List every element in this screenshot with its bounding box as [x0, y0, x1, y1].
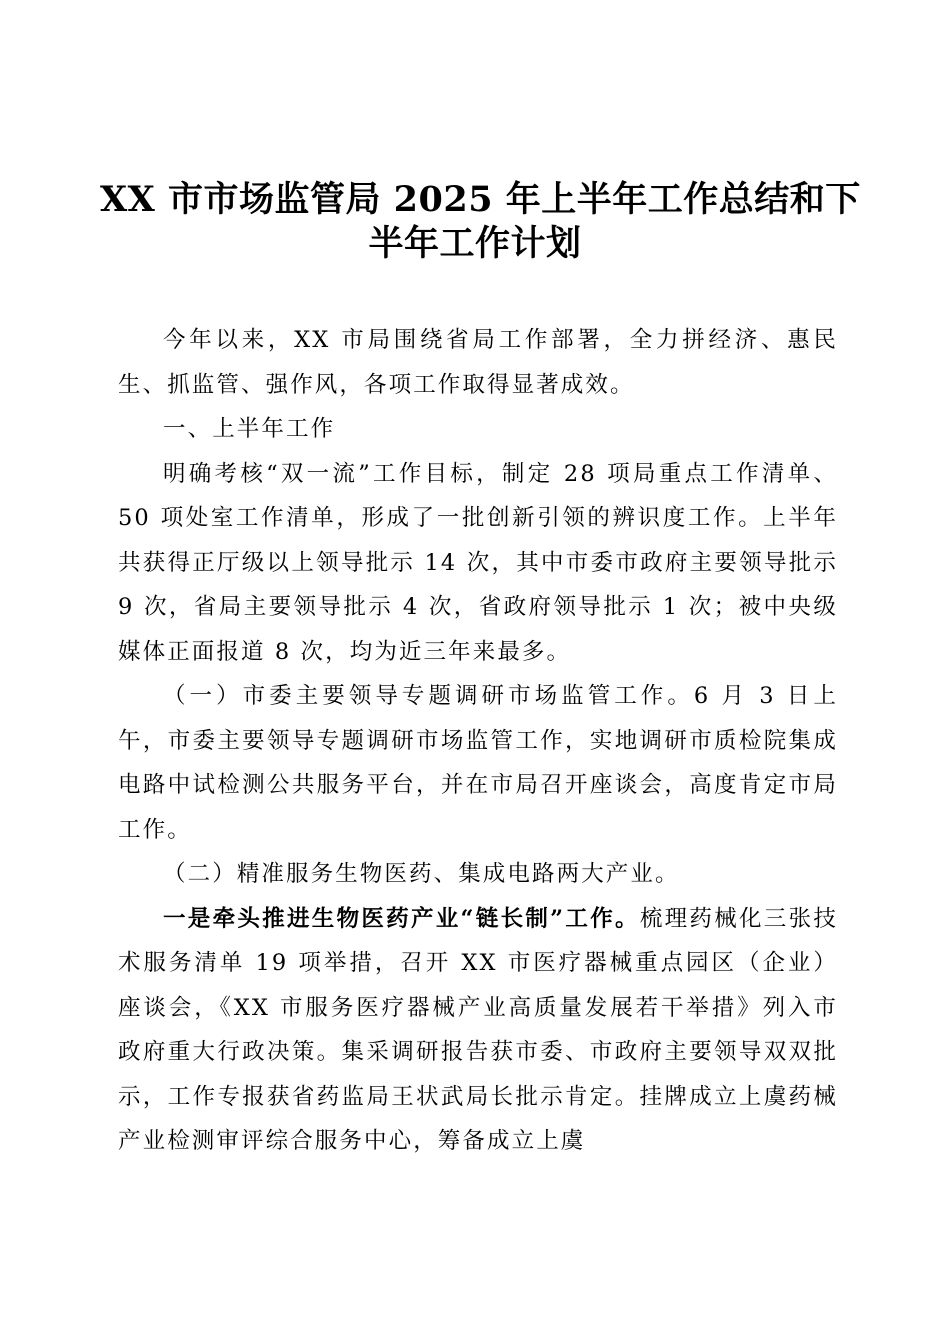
point-1-paragraph [118, 897, 838, 1164]
subsection-2-heading: （二）精准服务生物医药、集成电路两大产业。 [163, 861, 680, 887]
document-title [100, 178, 861, 266]
section1-paragraph: 明确考核“双一流”工作目标，制定 28 项局重点工作清单、50 项处室工作清单，形成了一批创新引领的辨识度工作。上半年共获得正厅级以上领导批示 14 次，其中市委市政府主要领导批示 9 次，省局主要领导批示 4 次，省政府领导批示 1 次；被中央级媒体正面报道 8 次，均为近三年来最多。 [118, 460, 838, 665]
point-1-lead: 一是牵头推进生物医药产业“链长制”工作。 [163, 905, 640, 932]
document-body [118, 318, 838, 1164]
point-1-body: 梳理药械化三张技术服务清单 19 项举措，召开 XX 市医疗器械重点园区（企业）座谈会，《XX 市服务医疗器械产业高质量发展若干举措》列入市政府重大行政决策。集采调研报告获市委、市政府主要领导双双批示，工作专报获省药监局王状武局长批示肯定。挂牌成立上虞药械产业检测审评综合服务中心，筹备成立上虞 [118, 905, 838, 1154]
subsection-1-body: 6 月 3 日上午，市委主要领导专题调研市场监管工作，实地调研市质检院集成电路中试检测公共服务平台，并在市局召开座谈会，高度肯定市局工作。 [118, 683, 838, 843]
document-title-line-2: 半年工作计划 [368, 223, 582, 264]
subsection-1-heading: （一）市委主要领导专题调研市场监管工作。 [163, 683, 694, 709]
intro-paragraph: 今年以来，XX 市局围绕省局工作部署，全力拼经济、惠民生、抓监管、强作风，各项工作取得显著成效。 [118, 327, 838, 398]
document-title-line-1: XX 市市场监管局 2025 年上半年工作总结和下 [100, 179, 861, 220]
subsection-1-paragraph [118, 674, 838, 852]
section-heading-first-half: 一、上半年工作 [163, 416, 336, 442]
